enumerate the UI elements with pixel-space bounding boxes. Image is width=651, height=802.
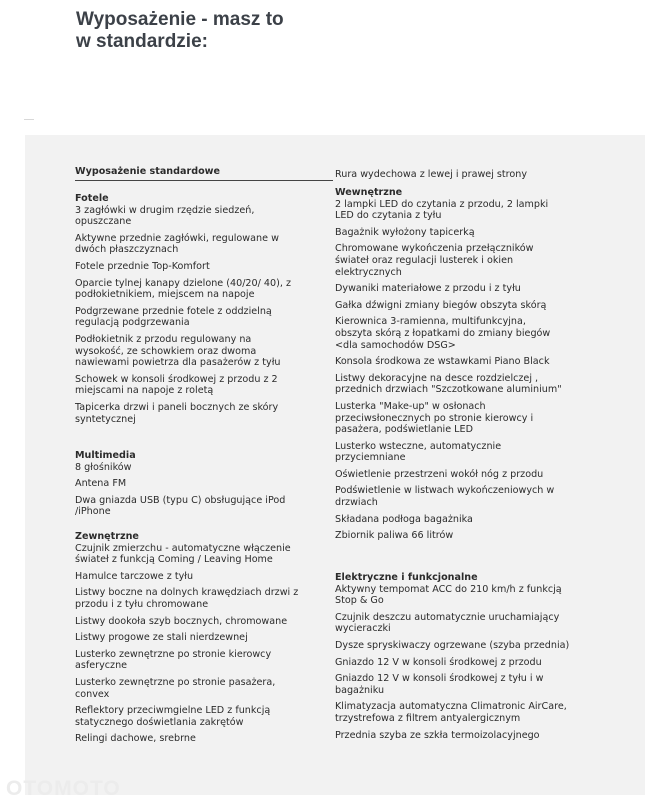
equipment-item [335,356,597,368]
group-title: Fotele [75,193,109,204]
equipment-item-line: 8 głośników [75,461,132,473]
group-title: Zewnętrzne [75,531,139,542]
equipment-item-line: Konsola środkowa ze wstawkami Piano Black [335,356,550,368]
page-title-line-2: w standardzie: [76,31,208,52]
equipment-item [75,233,333,256]
equipment-item-line: Tapicerka drzwi i paneli bocznych ze skóry [75,401,279,413]
equipment-item [75,261,333,273]
equipment-item [75,495,333,518]
equipment-item [335,199,597,222]
equipment-item [335,730,597,742]
equipment-item [335,640,597,652]
equipment-item [335,300,597,312]
equipment-item-line: świateł oraz regulacji lusterek i okien [335,254,514,266]
equipment-item-line: Schowek w konsoli środkowej z przodu z 2 [75,373,278,385]
group-elektryczne [335,572,597,741]
equipment-item-line: Fotele przednie Top-Komfort [75,260,210,272]
equipment-item [75,478,333,490]
equipment-item-line: Składana podłoga bagażnika [335,513,473,525]
equipment-item [75,543,333,566]
equipment-item-line: opuszczane [75,216,132,228]
group-zewnetrzne [75,531,333,745]
equipment-item-line: przednich drzwiach "Szczotkowane aluminium" [335,384,562,396]
equipment-item-line: Lusterko wsteczne, automatycznie [335,440,502,452]
equipment-item-line: Antena FM [75,478,127,490]
equipment-item [335,673,597,696]
equipment-item [335,373,597,396]
divider [24,119,34,120]
equipment-item [335,283,597,295]
equipment-item-line: miejscami na napoje z roletą [75,385,214,397]
equipment-item-line: Relingi dachowe, srebrne [75,733,196,745]
group-title: Wewnętrzne [335,187,403,198]
equipment-item-line: wycieraczki [335,623,391,635]
equipment-item-line: Podświetlenie w listwach wykończeniowych w [335,485,555,497]
group-multimedia [75,450,333,518]
equipment-item-line: regulacją podgrzewania [75,317,190,329]
equipment-item-line: Oświetlenie przestrzeni wokół nóg z przodu [335,468,544,480]
equipment-item-line: Lusterko zewnętrzne po stronie kierowcy [75,648,272,660]
equipment-item [75,306,333,329]
equipment-item-line: Gniazdo 12 V w konsoli środkowej z tyłu i w [335,673,544,685]
equipment-item-line: przodu i z tyłu chromowane [75,598,209,610]
equipment-item-line: Podgrzewane przednie fotele z oddzielną [75,305,272,317]
section-heading: Wyposażenie standardowe [75,166,333,181]
equipment-item-line: bagażniku [335,684,385,696]
page-title [76,9,476,53]
equipment-item-line: Listwy dekoracyjne na desce rozdzielczej , [335,372,539,384]
equipment-item-line: trzystrefowa z filtrem antyalergicznym [335,712,521,724]
equipment-item-line: świateł z funkcją Coming / Leaving Home [75,554,273,566]
equipment-item-line: Dywaniki materiałowe z przodu i z tyłu [335,283,521,295]
equipment-item-line: Gałka dźwigni zmiany biegów obszyta skórą [335,299,547,311]
equipment-item-line: syntetycznej [75,413,136,425]
equipment-item [335,401,597,436]
equipment-item-line: Gniazdo 12 V w konsoli środkowej z przodu [335,656,542,668]
group-title: Elektryczne i funkcjonalne [335,572,478,583]
equipment-item-line: Podłokietnik z przodu regulowany na [75,333,252,345]
equipment-item [75,705,333,728]
equipment-item-line: podłokietnikiem, miejscem na napoje [75,289,255,301]
equipment-item [75,616,333,628]
equipment-item [75,632,333,644]
equipment-item-line: Lusterka "Make-up" w osłonach [335,400,486,412]
equipment-item-line: drzwiach [335,497,378,509]
equipment-item-line: przeciwsłonecznych po stronie kierowcy i [335,412,534,424]
equipment-item-line: 2 lampki LED do czytania z przodu, 2 lampki [335,198,549,210]
equipment-item [335,657,597,669]
equipment-item [75,649,333,672]
equipment-item-line: elektrycznych [335,266,402,278]
equipment-item [335,169,597,181]
equipment-item [335,701,597,724]
equipment-item [75,677,333,700]
equipment-item-line: Listwy dookoła szyb bocznych, chromowane [75,615,288,627]
equipment-item-line: Reflektory przeciwmgielne LED z funkcją [75,705,271,717]
group-fotele [75,193,333,425]
equipment-item [75,571,333,583]
equipment-item-line: przyciemniane [335,452,406,464]
equipment-item-line: 3 zagłówki w drugim rzędzie siedzeń, [75,204,255,216]
equipment-item [335,530,597,542]
equipment-item-line: LED do czytania z tyłu [335,210,442,222]
equipment-item [335,227,597,239]
page-title-line-1: Wyposażenie - masz to [76,9,284,30]
equipment-item [335,514,597,526]
equipment-item [335,612,597,635]
equipment-item [75,374,333,397]
equipment-item [75,205,333,228]
equipment-item-line: Czujnik zmierzchu - automatyczne włączenie [75,542,291,554]
watermark-logo: OTOMOTO [6,777,121,800]
equipment-item [75,334,333,369]
equipment-item [75,462,333,474]
equipment-item [75,733,333,745]
group-rura [335,169,597,181]
equipment-item-line: Dwa gniazda USB (typu C) obsługujące iPod [75,494,286,506]
equipment-item-line: Aktywne przednie zagłówki, regulowane w [75,232,279,244]
equipment-item-line: obszyta skórą z łopatkami do zmiany biegów [335,327,551,339]
group-wewnetrzne [335,187,597,542]
equipment-item-line: dwóch płaszczyznach [75,244,179,256]
equipment-item [335,441,597,464]
equipment-sheet [25,135,645,795]
equipment-item-line: Bagażnik wyłożony tapicerką [335,226,475,238]
equipment-item [335,584,597,607]
equipment-item-line: statycznego doświetlania zakrętów [75,716,244,728]
group-title: Multimedia [75,450,136,461]
equipment-item-line: Oparcie tylnej kanapy dzielone (40/20/ 40), z [75,277,292,289]
equipment-item-line: Czujnik deszczu automatycznie uruchamiający [335,611,560,623]
equipment-item [75,402,333,425]
equipment-item [335,485,597,508]
equipment-item-line: Lusterko zewnętrzne po stronie pasażera, [75,676,276,688]
equipment-item-line: /iPhone [75,506,111,518]
equipment-item-line: <dla samochodów DSG> [335,339,456,351]
equipment-item-line: Hamulce tarczowe z tyłu [75,570,194,582]
equipment-item-line: Zbiornik paliwa 66 litrów [335,530,454,542]
equipment-item-line: wysokość, ze schowkiem oraz dwoma [75,345,257,357]
equipment-item-line: Chromowane wykończenia przełączników [335,243,534,255]
equipment-item-line: nawiewami powietrza dla pasażerów z tyłu [75,357,281,369]
equipment-item-line: Listwy boczne na dolnych krawędziach drzwi z [75,587,299,599]
equipment-item [335,243,597,278]
equipment-item [335,316,597,351]
equipment-item-line: Stop & Go [335,595,384,607]
equipment-item-line: Listwy progowe ze stali nierdzewnej [75,632,248,644]
equipment-item [335,469,597,481]
equipment-item-line: asferyczne [75,660,128,672]
equipment-item-line: Rura wydechowa z lewej i prawej strony [335,169,528,180]
equipment-item-line: pasażera, podświetlanie LED [335,424,473,436]
equipment-item-line: Kierownica 3-ramienna, multifunkcyjna, [335,316,526,328]
equipment-item-line: Klimatyzacja automatyczna Climatronic AirCare, [335,701,567,713]
equipment-item [75,587,333,610]
equipment-item [75,278,333,301]
equipment-item-line: Aktywny tempomat ACC do 210 km/h z funkcją [335,583,562,595]
equipment-item-line: convex [75,688,110,700]
equipment-item-line: Przednia szyba ze szkła termoizolacyjnego [335,729,540,741]
equipment-item-line: Dysze spryskiwaczy ogrzewane (szyba przednia) [335,639,570,651]
